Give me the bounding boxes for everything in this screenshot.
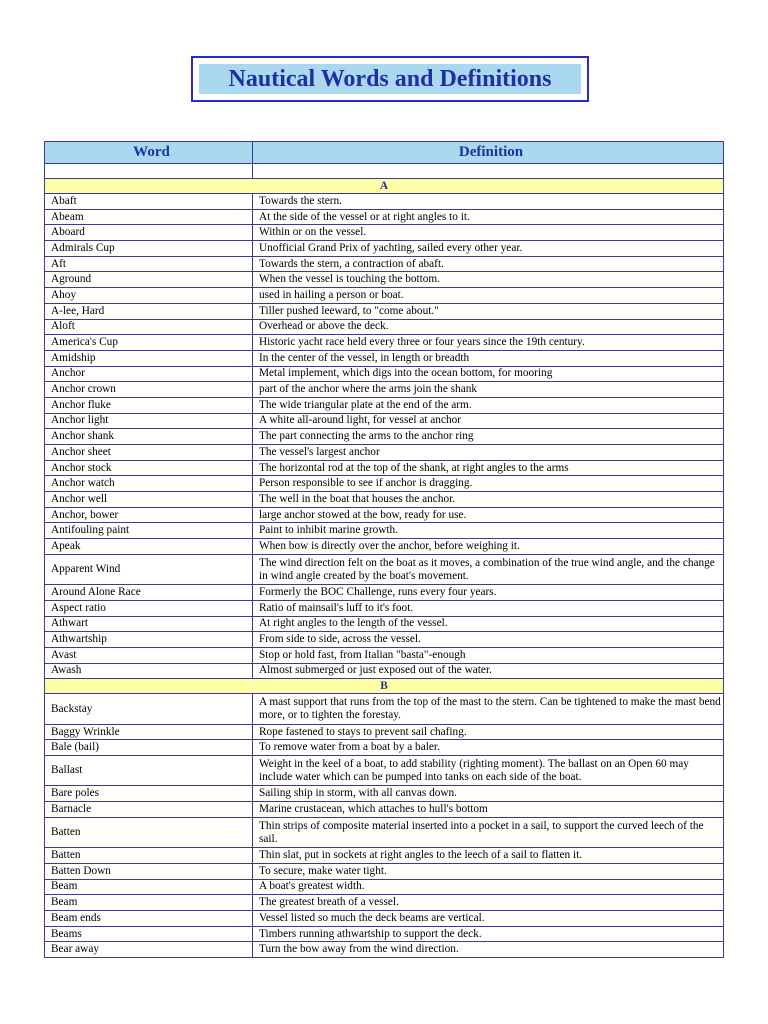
word-cell: Antifouling paint (45, 523, 253, 539)
word-cell: Anchor stock (45, 460, 253, 476)
definition-cell: Formerly the BOC Challenge, runs every four years. (253, 585, 724, 601)
word-cell: Avast (45, 647, 253, 663)
definition-cell: In the center of the vessel, in length or breadth (253, 350, 724, 366)
word-cell: Aft (45, 256, 253, 272)
definition-cell: A mast support that runs from the top of the mast to the stern. Can be tightened to make the mast bend more, or to tighten the forestay. (253, 694, 724, 724)
word-column-header: Word (45, 142, 253, 164)
definition-cell: At the side of the vessel or at right angles to it. (253, 209, 724, 225)
table-row (45, 585, 724, 601)
table-row (45, 647, 724, 663)
definition-cell: When bow is directly over the anchor, before weighing it. (253, 539, 724, 555)
word-cell: America's Cup (45, 335, 253, 351)
definition-cell: Stop or hold fast, from Italian "basta"-enough (253, 647, 724, 663)
table-row (45, 256, 724, 272)
definition-cell: Person responsible to see if anchor is dragging. (253, 476, 724, 492)
word-cell: Anchor sheet (45, 445, 253, 461)
definition-cell: Within or on the vessel. (253, 225, 724, 241)
word-cell: Anchor light (45, 413, 253, 429)
word-cell: Anchor crown (45, 382, 253, 398)
table-row (45, 554, 724, 584)
table-row (45, 413, 724, 429)
definition-cell: used in hailing a person or boat. (253, 288, 724, 304)
word-cell: Batten (45, 848, 253, 864)
word-cell: Aspect ratio (45, 600, 253, 616)
definition-cell: Tiller pushed leeward, to "come about." (253, 303, 724, 319)
definition-cell: Almost submerged or just exposed out of the water. (253, 663, 724, 679)
definition-cell: Turn the bow away from the wind direction. (253, 942, 724, 958)
definition-cell: Overhead or above the deck. (253, 319, 724, 335)
table-row (45, 476, 724, 492)
table-row (45, 241, 724, 257)
definition-cell: Towards the stern. (253, 194, 724, 210)
table-row (45, 817, 724, 847)
word-cell: Bare poles (45, 786, 253, 802)
definition-cell: large anchor stowed at the bow, ready for use. (253, 507, 724, 523)
definition-cell: The part connecting the arms to the anchor ring (253, 429, 724, 445)
definition-cell: Sailing ship in storm, with all canvas down. (253, 786, 724, 802)
table-row (45, 194, 724, 210)
definition-cell: Vessel listed so much the deck beams are vertical. (253, 911, 724, 927)
definition-cell: Towards the stern, a contraction of abaft. (253, 256, 724, 272)
definition-cell: A white all-around light, for vessel at anchor (253, 413, 724, 429)
table-row (45, 740, 724, 756)
word-cell: Aground (45, 272, 253, 288)
table-row (45, 786, 724, 802)
definition-cell: Paint to inhibit marine growth. (253, 523, 724, 539)
table-row (45, 600, 724, 616)
definition-cell: At right angles to the length of the vessel. (253, 616, 724, 632)
section-letter: B (45, 679, 724, 694)
definition-cell: Rope fastened to stays to prevent sail chafing. (253, 724, 724, 740)
word-cell: Athwartship (45, 632, 253, 648)
definition-cell: When the vessel is touching the bottom. (253, 272, 724, 288)
table-row (45, 942, 724, 958)
word-cell: Bear away (45, 942, 253, 958)
word-cell: Aboard (45, 225, 253, 241)
table-row (45, 632, 724, 648)
table-row (45, 382, 724, 398)
definition-cell: The horizontal rod at the top of the shank, at right angles to the arms (253, 460, 724, 476)
spacer-row (45, 164, 724, 179)
word-cell: Anchor fluke (45, 397, 253, 413)
definition-cell: Metal implement, which digs into the ocean bottom, for mooring (253, 366, 724, 382)
definition-cell: The wide triangular plate at the end of the arm. (253, 397, 724, 413)
word-cell: Abeam (45, 209, 253, 225)
word-cell: Ahoy (45, 288, 253, 304)
word-cell: Batten (45, 817, 253, 847)
word-cell: A-lee, Hard (45, 303, 253, 319)
table-row (45, 724, 724, 740)
word-cell: Anchor, bower (45, 507, 253, 523)
word-cell: Anchor well (45, 492, 253, 508)
word-cell: Beams (45, 926, 253, 942)
word-cell: Apparent Wind (45, 554, 253, 584)
table-row (45, 756, 724, 786)
definition-cell: From side to side, across the vessel. (253, 632, 724, 648)
table-row (45, 523, 724, 539)
table-row (45, 209, 724, 225)
table-row (45, 397, 724, 413)
word-cell: Aloft (45, 319, 253, 335)
definition-cell: Historic yacht race held every three or four years since the 19th century. (253, 335, 724, 351)
table-row (45, 663, 724, 679)
definition-cell: The well in the boat that houses the anchor. (253, 492, 724, 508)
word-cell: Abaft (45, 194, 253, 210)
table-row (45, 429, 724, 445)
definition-cell: Unofficial Grand Prix of yachting, sailed every other year. (253, 241, 724, 257)
word-cell: Awash (45, 663, 253, 679)
table-row (45, 911, 724, 927)
table-row (45, 694, 724, 724)
word-cell: Apeak (45, 539, 253, 555)
definition-cell: A boat's greatest width. (253, 879, 724, 895)
definition-cell: part of the anchor where the arms join the shank (253, 382, 724, 398)
word-cell: Bale (bail) (45, 740, 253, 756)
table-row (45, 539, 724, 555)
word-cell: Beam (45, 879, 253, 895)
definition-cell: Timbers running athwartship to support the deck. (253, 926, 724, 942)
table-row (45, 350, 724, 366)
definition-cell: To secure, make water tight. (253, 863, 724, 879)
word-cell: Athwart (45, 616, 253, 632)
word-cell: Around Alone Race (45, 585, 253, 601)
table-row (45, 895, 724, 911)
table-row (45, 926, 724, 942)
definition-cell: The vessel's largest anchor (253, 445, 724, 461)
glossary-table (44, 141, 724, 958)
word-cell: Beam ends (45, 911, 253, 927)
table-row (45, 492, 724, 508)
definition-cell: The greatest breath of a vessel. (253, 895, 724, 911)
word-cell: Barnacle (45, 802, 253, 818)
definition-cell: To remove water from a boat by a baler. (253, 740, 724, 756)
word-cell: Anchor shank (45, 429, 253, 445)
definition-cell: The wind direction felt on the boat as it moves, a combination of the true wind angle, and the change in wind angle created by the boat's movement. (253, 554, 724, 584)
table-row (45, 460, 724, 476)
section-header-row (45, 179, 724, 194)
word-cell: Beam (45, 895, 253, 911)
section-letter: A (45, 179, 724, 194)
definition-cell: Ratio of mainsail's luff to it's foot. (253, 600, 724, 616)
table-row (45, 288, 724, 304)
table-row (45, 319, 724, 335)
definition-cell: Thin strips of composite material inserted into a pocket in a sail, to support the curved leech of the sail. (253, 817, 724, 847)
table-row (45, 802, 724, 818)
word-cell: Amidship (45, 350, 253, 366)
table-row (45, 303, 724, 319)
glossary-body (45, 164, 724, 958)
header-row (45, 142, 724, 164)
word-cell: Admirals Cup (45, 241, 253, 257)
word-cell: Anchor watch (45, 476, 253, 492)
table-row (45, 848, 724, 864)
table-row (45, 879, 724, 895)
table-row (45, 616, 724, 632)
table-row (45, 445, 724, 461)
table-row (45, 863, 724, 879)
word-cell: Anchor (45, 366, 253, 382)
definition-column-header: Definition (253, 142, 724, 164)
page-title: Nautical Words and Definitions (228, 65, 552, 92)
word-cell: Baggy Wrinkle (45, 724, 253, 740)
definition-cell: Weight in the keel of a boat, to add stability (righting moment). The ballast on an Open 60 may include water which can be pumped into tanks on each side of the boat. (253, 756, 724, 786)
table-row (45, 366, 724, 382)
word-cell: Batten Down (45, 863, 253, 879)
table-row (45, 507, 724, 523)
word-cell: Backstay (45, 694, 253, 724)
table-row (45, 272, 724, 288)
section-header-row (45, 679, 724, 694)
word-cell: Ballast (45, 756, 253, 786)
definition-cell: Marine crustacean, which attaches to hull's bottom (253, 802, 724, 818)
table-row (45, 335, 724, 351)
definition-cell: Thin slat, put in sockets at right angles to the leech of a sail to flatten it. (253, 848, 724, 864)
title-box (191, 56, 589, 102)
table-row (45, 225, 724, 241)
title-banner (199, 64, 581, 94)
